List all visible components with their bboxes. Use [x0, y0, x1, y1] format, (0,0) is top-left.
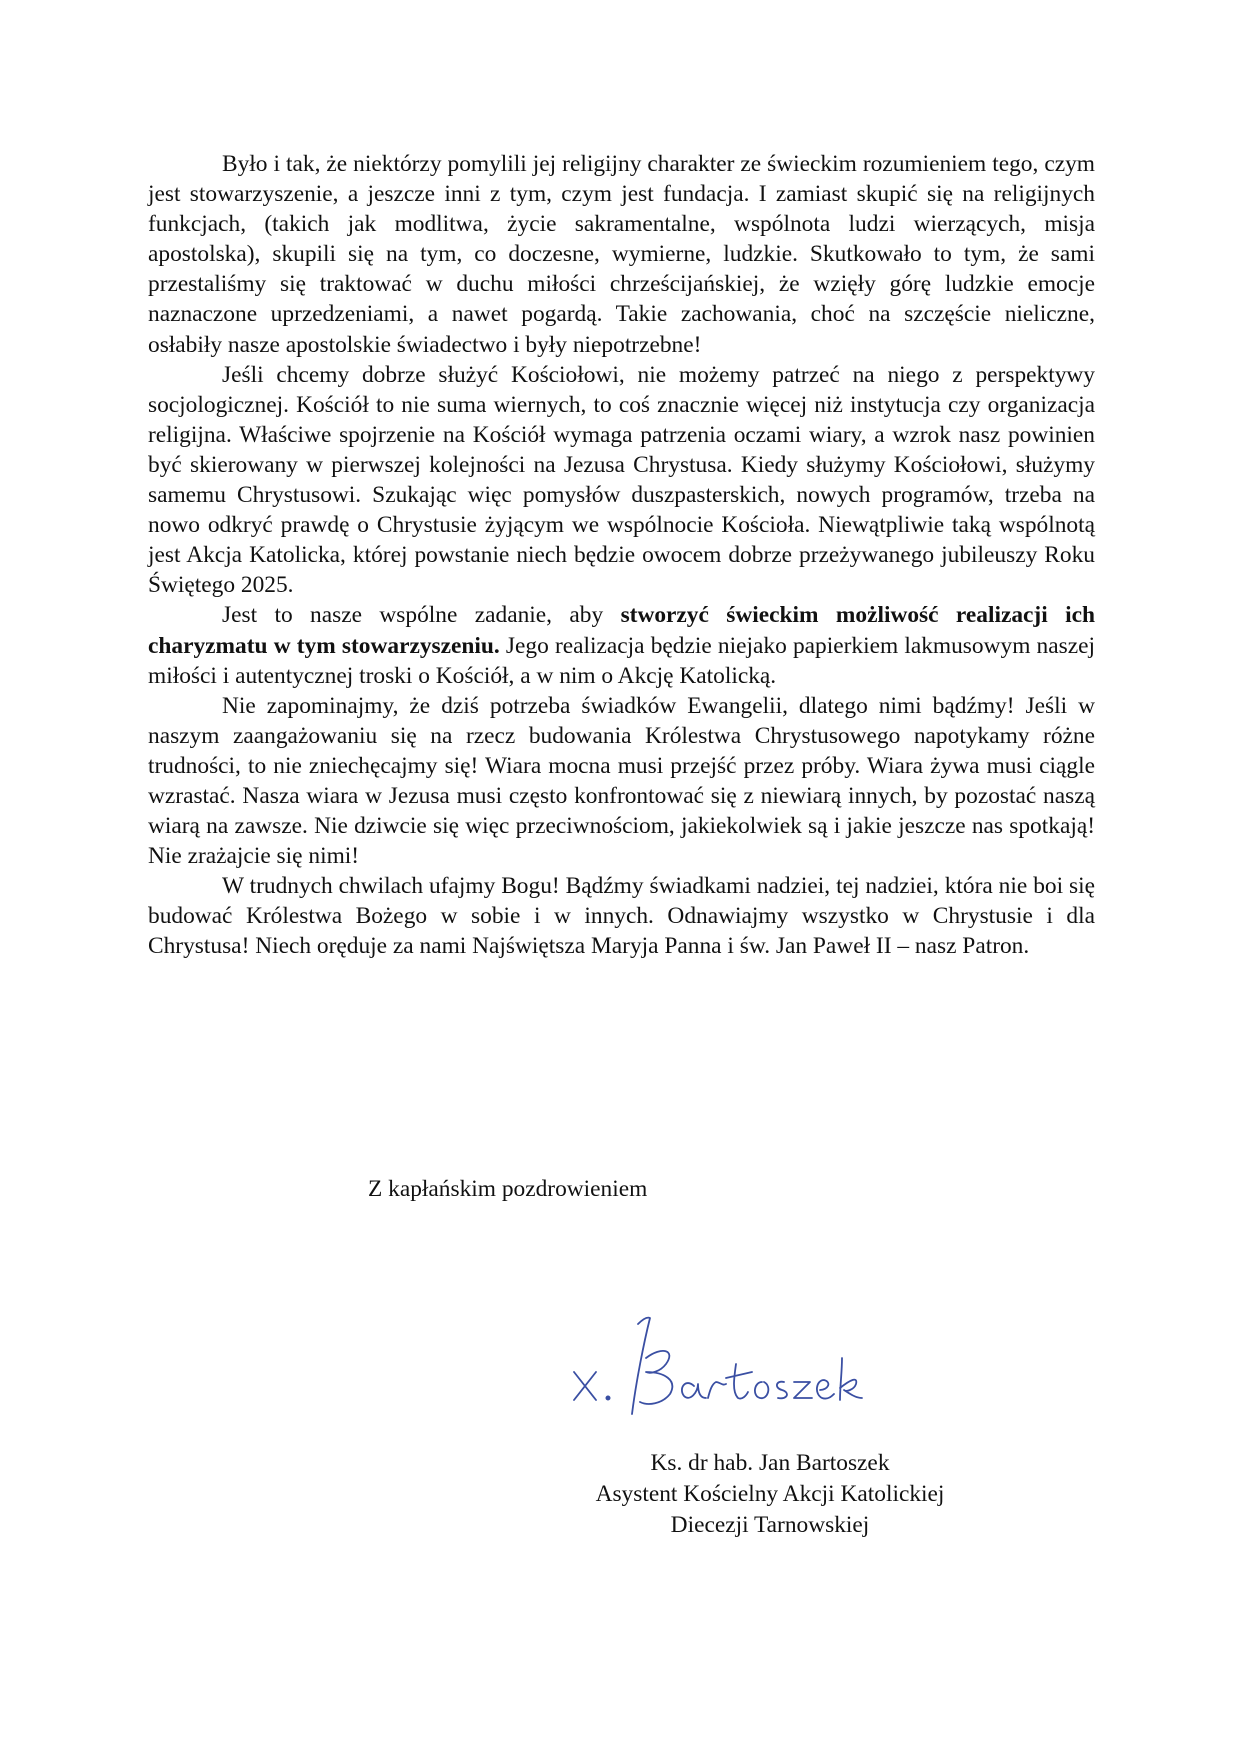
paragraph-3-bold-emphasis: stworzyć świeckim możliwość realizacji ich charyzmatu w tym stowarzyszeniu. — [148, 602, 1095, 659]
signatory-block — [520, 1448, 1020, 1541]
signatory-name: Ks. dr hab. Jan Bartoszek — [650, 1450, 890, 1476]
closing-greeting: Z kapłańskim pozdrowieniem — [368, 1176, 648, 1202]
paragraph-3 — [148, 600, 1095, 690]
paragraph-4-text: Nie zapominajmy, że dziś potrzeba świadków Ewangelii, dlatego nimi bądźmy! Jeśli w naszym zaangażowaniu się na rzecz budowania Królestwa Chrystusowego napotykamy różne trudności, to nie zniechęcajmy się! Wiara mocna musi przejść przez próby. Wiara żywa musi ciągle wzrastać. Nasza wiara w Jezusa musi często konfrontować się z niewiarą innych, by pozostać naszą wiarą na zawsze. Nie dziwcie się więc przeciwnościom, jakiekolwiek są i jakie jeszcze nas spotkają! Nie zrażajcie się nimi! — [148, 692, 1095, 870]
signatory-title-line-1: Asystent Kościelny Akcji Katolickiej — [595, 1481, 945, 1507]
paragraph-4 — [148, 691, 1095, 872]
signatory-title-line-2: Diecezji Tarnowskiej — [670, 1512, 870, 1538]
paragraph-5-text: W trudnych chwilach ufajmy Bogu! Bądźmy świadkami nadziei, tej nadziei, która nie boi się budować Królestwa Bożego w sobie i w innych. Odnawiajmy wszystko w Chrystusie i dla Chrystusa! Niech oręduje za nami Najświętsza Maryja Panna i św. Jan Paweł II – nasz Patron. — [148, 873, 1095, 960]
paragraph-5 — [148, 871, 1095, 961]
signature-drawing — [566, 1302, 896, 1422]
handwritten-signature — [566, 1302, 896, 1422]
paragraph-1-text: Było i tak, że niektórzy pomylili jej religijny charakter ze świeckim rozumieniem tego, czym jest stowarzyszenie, a jeszcze inni z tym, czym jest fundacja. I zamiast skupić się na religijnych funkcjach, (takich jak modlitwa, życie sakramentalne, wspólnota ludzi wierzących, misja apostolska), skupili się na tym, co doczesne, wymierne, ludzkie. Skutkowało to tym, że sami przestaliśmy się traktować w duchu miłości chrześcijańskiej, że wzięły górę ludzkie emocje naznaczone uprzedzeniami, a nawet pogardą. Takie zachowania, choć na szczęście nieliczne, osłabiły nasze apostolskie świadectwo i były niepotrzebne! — [148, 151, 1095, 358]
paragraph-1 — [148, 149, 1095, 360]
paragraph-3-text-end: Jego realizacja będzie niejako papierkiem lakmusowym naszej miłości i autentycznej troski o Kościół, a w nim o Akcję Katolicką. — [148, 632, 1095, 689]
letter-body — [148, 149, 1095, 962]
paragraph-2 — [148, 360, 1095, 601]
paragraph-3-text-start: Jest to nasze wspólne zadanie, aby — [222, 602, 621, 629]
paragraph-2-text: Jeśli chcemy dobrze służyć Kościołowi, nie możemy patrzeć na niego z perspektywy socjologicznej. Kościół to nie suma wiernych, to coś znacznie więcej niż instytucja czy organizacja religijna. Właściwe spojrzenie na Kościół wymaga patrzenia oczami wiary, a wzrok nasz powinien być skierowany w pierwszej kolejności na Jezusa Chrystusa. Kiedy służymy Kościołowi, służymy samemu Chrystusowi. Szukając więc pomysłów duszpasterskich, nowych programów, trzeba na nowo odkryć prawdę o Chrystusie żyjącym we wspólnocie Kościoła. Niewątpliwie taką wspólnotą jest Akcja Katolicka, której powstanie niech będzie owocem dobrze przeżywanego jubileuszy Roku Świętego 2025. — [148, 361, 1095, 599]
